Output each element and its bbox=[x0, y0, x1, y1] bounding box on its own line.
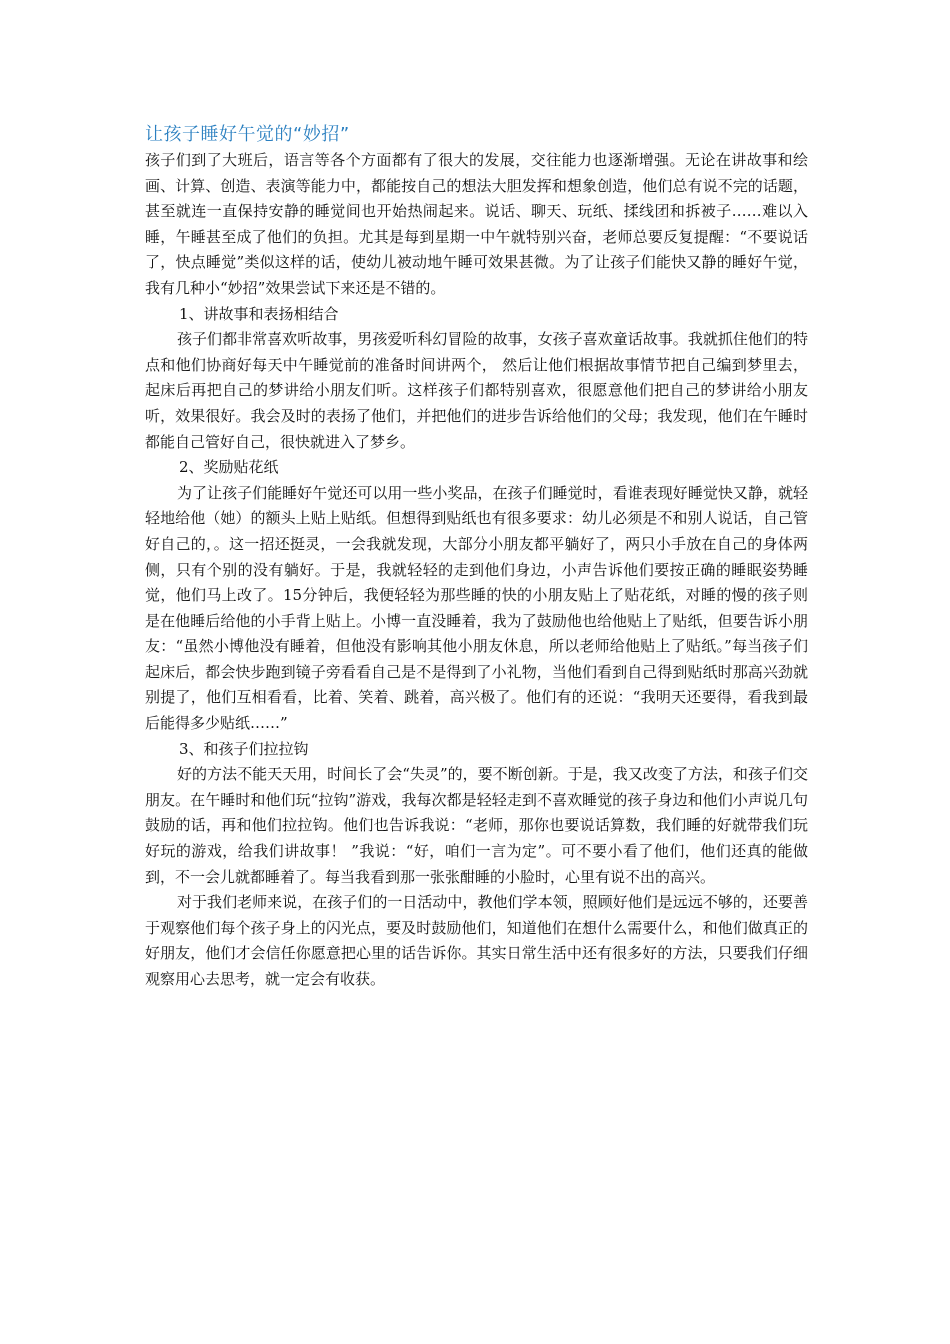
document-page bbox=[145, 122, 808, 993]
section-1 bbox=[145, 302, 808, 456]
conclusion-paragraph: 对于我们老师来说，在孩子们的一日活动中，教他们学本领，照顾好他们是远远不够的，还要善于观察他们每个孩子身上的闪光点，要及时鼓励他们，知道他们在想什么需要什么，和他们做真正的好朋友，他们才会信任你愿意把心里的话告诉你。其实日常生活中还有很多好的方法，只要我们仔细观察用心去思考，就一定会有收获。 bbox=[145, 893, 808, 988]
section-heading: 2、奖励贴花纸 bbox=[179, 458, 279, 477]
section-body: 为了让孩子们能睡好午觉还可以用一些小奖品，在孩子们睡觉时，看谁表现好睡觉快又静，就轻轻地给他（她）的额头上贴上贴纸。但想得到贴纸也有很多要求：幼儿必须是不和别人说话，自己管好自己的，。这一招还挺灵，一会我就发现，大部分小朋友都平躺好了，两只小手放在自己的身体两侧，只有个别的没有躺好。于是，我就轻轻的走到他们身边，小声告诉他们要按正确的睡眠姿势睡觉，他们马上改了。15分钟后，我便轻轻为那些睡的快的小朋友贴上了贴花纸，对睡的慢的孩子则是在他睡后给他的小手背上贴上。小博一直没睡着，我为了鼓励他也给他贴上了贴纸，但要告诉小朋友：“虽然小博他没有睡着，但他没有影响其他小朋友休息，所以老师给他贴上了贴纸。”每当孩子们起床后，都会快步跑到镜子旁看看自己是不是得到了小礼物，当他们看到自己得到贴纸时那高兴劲就别提了，他们互相看看，比着、笑着、跳着，高兴极了。他们有的还说：“我明天还要得，看我到最后能得多少贴纸……” bbox=[145, 483, 808, 733]
document-title: 让孩子睡好午觉的“妙招” bbox=[145, 124, 350, 145]
intro-paragraph: 孩子们到了大班后，语言等各个方面都有了很大的发展，交往能力也逐渐增强。无论在讲故事和绘画、计算、创造、表演等能力中，都能按自己的想法大胆发挥和想象创造，他们总有说不完的话题，甚至就连一直保持安静的睡觉间也开始热闹起来。说话、聊天、玩纸、揉线团和拆被子……难以入睡，午睡甚至成了他们的负担。尤其是每到星期一中午就特别兴奋，老师总要反复提醒：“不要说话了，快点睡觉”类似这样的话，使幼儿被动地午睡可效果甚微。为了让孩子们能快又静的睡好午觉，我有几种小“妙招”效果尝试下来还是不错的。 bbox=[145, 151, 808, 297]
section-heading: 3、和孩子们拉拉钩 bbox=[179, 739, 309, 758]
section-3 bbox=[145, 737, 808, 891]
section-2 bbox=[145, 455, 808, 737]
section-body: 孩子们都非常喜欢听故事，男孩爱听科幻冒险的故事，女孩子喜欢童话故事。我就抓住他们的特点和他们协商好每天中午睡觉前的准备时间讲两个， 然后让他们根据故事情节把自己编到梦里去，起床后再把自己的梦讲给小朋友们听。这样孩子们都特别喜欢，很愿意他们把自己的梦讲给小朋友听，效果很好。我会及时的表扬了他们，并把他们的进步告诉给他们的父母；我发现，他们在午睡时都能自己管好自己，很快就进入了梦乡。 bbox=[145, 330, 808, 451]
section-heading: 1、讲故事和表扬相结合 bbox=[179, 304, 339, 323]
section-body: 好的方法不能天天用，时间长了会“失灵”的，要不断创新。于是，我又改变了方法，和孩子们交朋友。在午睡时和他们玩“拉钩”游戏，我每次都是轻轻走到不喜欢睡觉的孩子身边和他们小声说几句鼓励的话，再和他们拉拉钩。他们也告诉我说：“老师，那你也要说话算数，我们睡的好就带我们玩好玩的游戏，给我们讲故事！ ”我说：“好，咱们一言为定”。可不要小看了他们，他们还真的能做到，不一会儿就都睡着了。每当我看到那一张张酣睡的小脸时，心里有说不出的高兴。 bbox=[145, 765, 808, 886]
